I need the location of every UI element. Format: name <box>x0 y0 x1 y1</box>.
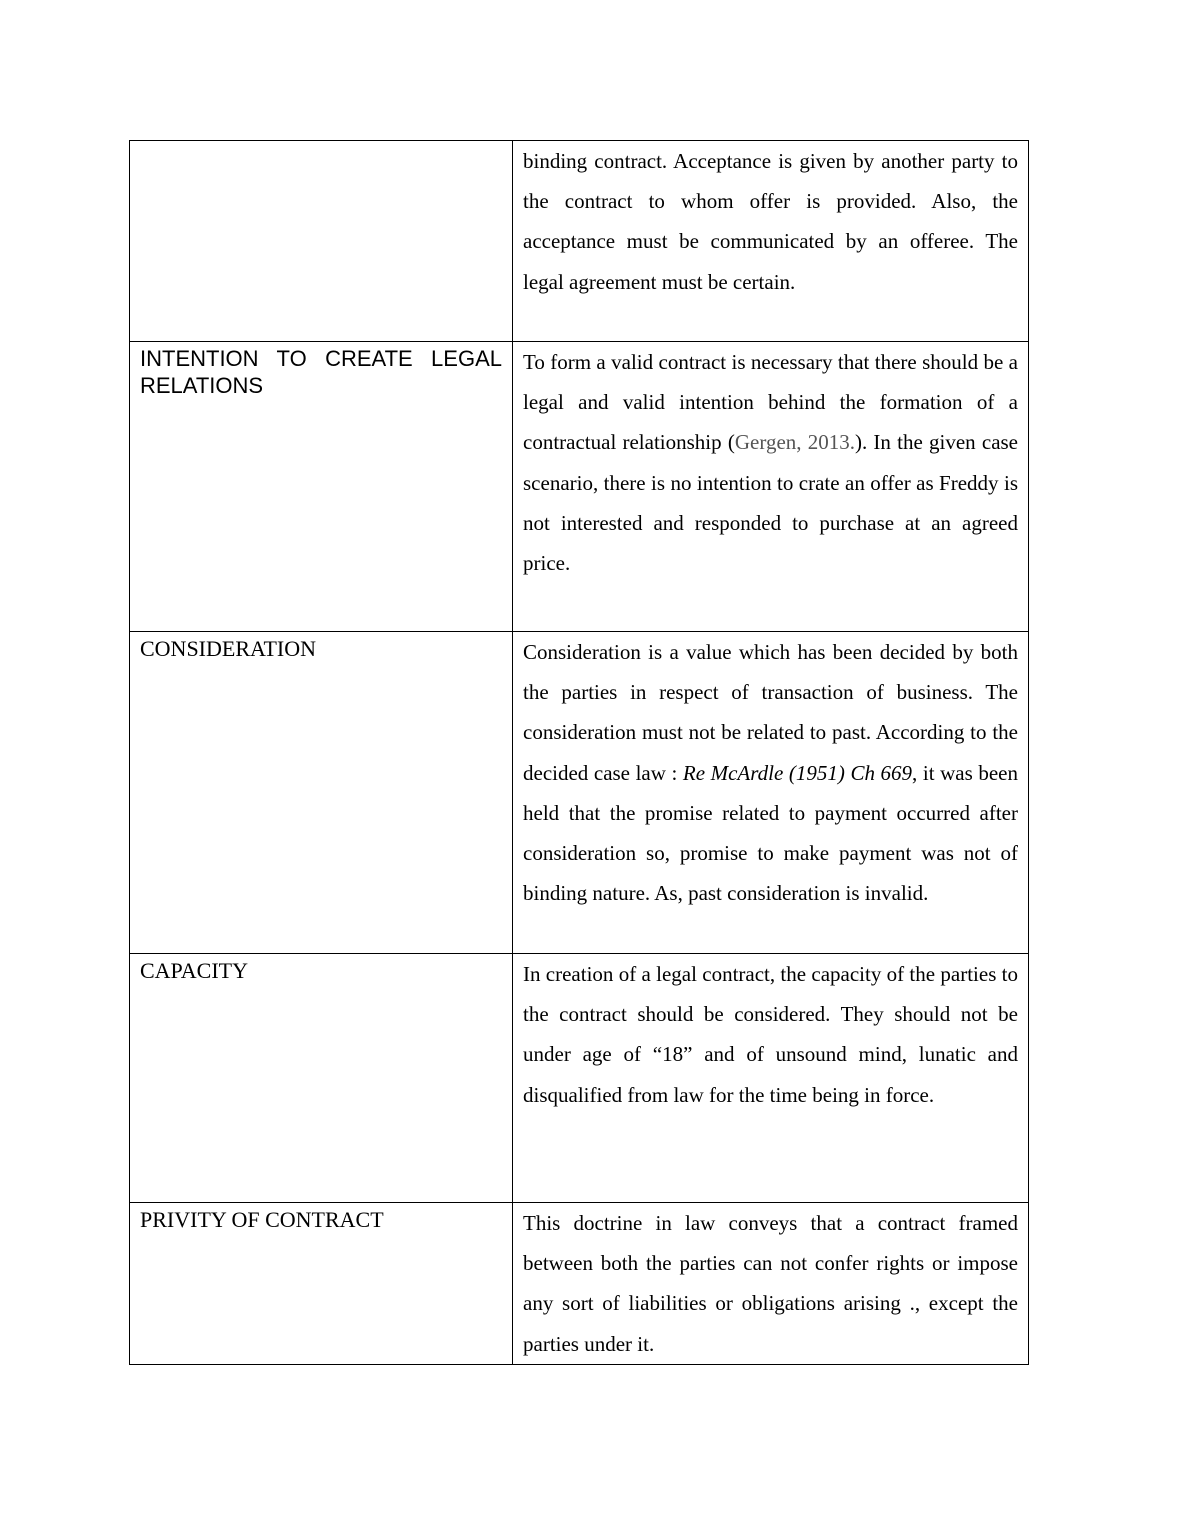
description-text-part: Consideration is a value which has been decided by both the parties in respect of transaction of business. The consideration must not be related to past. According to the decided case law : <box>523 640 1018 785</box>
table-row <box>130 342 1029 632</box>
table-row <box>130 632 1029 954</box>
description-text: binding contract. Acceptance is given by another party to the contract to whom offer is provided. Also, the acceptance must be communicated by an offeree. The legal agreement must be certain. <box>523 149 1018 294</box>
table-row <box>130 1203 1029 1365</box>
term-label: CAPACITY <box>140 958 248 983</box>
description-cell <box>513 632 1029 954</box>
case-name: Re McArdle (1951) Ch 669 <box>682 760 913 785</box>
term-cell <box>130 632 513 954</box>
description-cell <box>513 954 1029 1203</box>
description-cell <box>513 342 1029 632</box>
description-text-part: ). In the given case scenario, there is no intention to crate an offer as Freddy is not interested and responded to purchase at an agreed price. <box>523 430 1019 576</box>
term-label: PRIVITY OF CONTRACT <box>140 1207 384 1232</box>
contract-elements-table <box>129 140 1029 1365</box>
term-label: CONSIDERATION <box>140 636 316 661</box>
description-text <box>513 342 1028 583</box>
table-row <box>130 954 1029 1203</box>
description-cell <box>513 1203 1029 1365</box>
term-cell <box>130 342 513 632</box>
description-text-part: To form a valid contract is necessary that there should be a legal and valid intention behind the formation of a contractual relationship ( <box>523 350 1018 455</box>
term-cell <box>130 954 513 1203</box>
term-cell <box>130 1203 513 1365</box>
description-text <box>513 632 1028 913</box>
term-label: INTENTION TO CREATE LEGAL RELATIONS <box>140 346 502 398</box>
description-text-part: , it was been held that the promise related to payment occurred after consideration so, promise to make payment was not of binding nature. As, past consideration is invalid. <box>523 760 1018 906</box>
description-text: This doctrine in law conveys that a contract framed between both the parties can not confer rights or impose any sort of liabilities or obligations arising ., except the parties under it. <box>523 1211 1018 1356</box>
term-label <box>130 141 512 144</box>
citation: Gergen, 2013. <box>734 430 855 455</box>
term-cell <box>130 141 513 342</box>
description-text: In creation of a legal contract, the capacity of the parties to the contract should be considered. They should not be under age of “18” and of unsound mind, lunatic and disqualified from law for the time being in force. <box>523 962 1018 1107</box>
description-cell <box>513 141 1029 342</box>
table-row <box>130 141 1029 342</box>
